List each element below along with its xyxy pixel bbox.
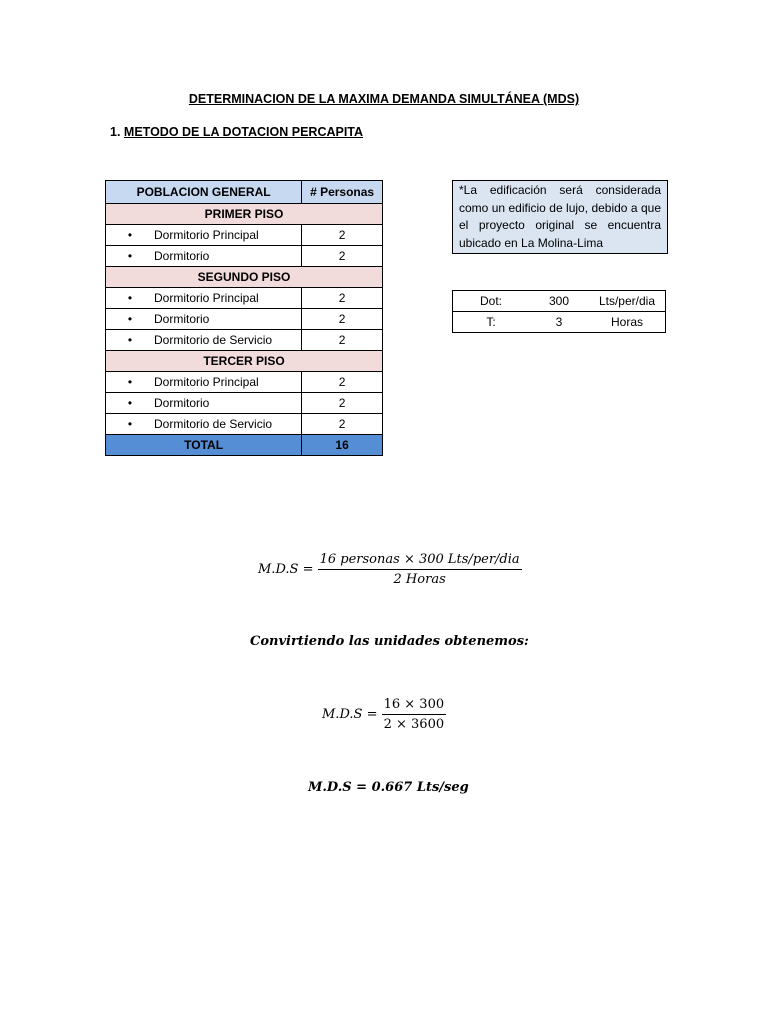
floor-row: [106, 267, 383, 288]
param-row-dotation: [453, 291, 666, 312]
persons-value: 2: [302, 246, 383, 267]
param-row-time: [453, 312, 666, 333]
bullet-icon: •: [127, 396, 133, 410]
persons-value: 2: [302, 372, 383, 393]
room-label: Dormitorio: [154, 312, 210, 326]
formula-denominator: 2 Horas: [393, 572, 446, 587]
room-label: Dormitorio: [154, 249, 210, 263]
document-title: DETERMINACION DE LA MAXIMA DEMANDA SIMULTÁNEA (MDS): [188, 92, 580, 106]
header-personas: # Personas: [302, 181, 383, 204]
formula-denominator: 2 × 3600: [383, 717, 445, 732]
floor-label: SEGUNDO PISO: [106, 267, 383, 288]
persons-value: 2: [302, 414, 383, 435]
room-label: Dormitorio de Servicio: [154, 417, 273, 431]
room-label: Dormitorio Principal: [154, 375, 259, 389]
formula-fraction: [382, 697, 447, 732]
total-label: TOTAL: [106, 435, 302, 456]
bullet-icon: •: [127, 375, 133, 389]
persons-value: 2: [302, 393, 383, 414]
bullet-icon: •: [127, 333, 133, 347]
persons-value: 2: [302, 309, 383, 330]
table-row: [106, 414, 383, 435]
floor-row: [106, 351, 383, 372]
table-row: [106, 309, 383, 330]
table-row: [106, 225, 383, 246]
table-row: [106, 393, 383, 414]
floor-label: PRIMER PISO: [106, 204, 383, 225]
bullet-icon: •: [127, 291, 133, 305]
room-label: Dormitorio: [154, 396, 210, 410]
mds-converted-formula: [322, 697, 446, 732]
bullet-icon: •: [127, 312, 133, 326]
param-unit: Lts/per/dia: [589, 291, 666, 312]
mds-result: M.D.S = 0.667 Lts/seg: [308, 780, 469, 795]
conversion-heading: Convirtiendo las unidades obtenemos:: [250, 634, 529, 649]
floor-label: TERCER PISO: [106, 351, 383, 372]
table-header-row: [106, 181, 383, 204]
section-title: METODO DE LA DOTACION PERCAPITA: [123, 125, 364, 139]
bullet-icon: •: [127, 417, 133, 431]
param-label: Dot:: [453, 291, 530, 312]
total-value: 16: [302, 435, 383, 456]
bullet-icon: •: [127, 249, 133, 263]
persons-value: 2: [302, 225, 383, 246]
mds-formula: [258, 552, 522, 587]
total-row: [106, 435, 383, 456]
table-row: [106, 246, 383, 267]
population-table: [105, 180, 383, 456]
formula-lhs: M.D.S =: [258, 562, 314, 577]
table-row: [106, 288, 383, 309]
formula-numerator: 16 × 300: [382, 697, 447, 715]
bullet-icon: •: [127, 228, 133, 242]
room-label: Dormitorio Principal: [154, 228, 259, 242]
parameters-table: [452, 290, 666, 333]
section-heading: [110, 125, 363, 139]
table-row: [106, 372, 383, 393]
header-poblacion: POBLACION GENERAL: [106, 181, 302, 204]
room-label: Dormitorio Principal: [154, 291, 259, 305]
section-number: 1.: [110, 125, 121, 139]
floor-row: [106, 204, 383, 225]
param-label: T:: [453, 312, 530, 333]
table-row: [106, 330, 383, 351]
luxury-note: *La edificación será considerada como un edificio de lujo, debido a que el proyecto original se encuentra ubicado en La Molina-Lima: [452, 180, 668, 254]
persons-value: 2: [302, 288, 383, 309]
persons-value: 2: [302, 330, 383, 351]
formula-numerator: 16 personas × 300 Lts/per/dia: [318, 552, 522, 570]
param-unit: Horas: [589, 312, 666, 333]
room-label: Dormitorio de Servicio: [154, 333, 273, 347]
formula-fraction: [318, 552, 522, 587]
param-value: 300: [529, 291, 589, 312]
formula-lhs: M.D.S =: [322, 707, 378, 722]
param-value: 3: [529, 312, 589, 333]
